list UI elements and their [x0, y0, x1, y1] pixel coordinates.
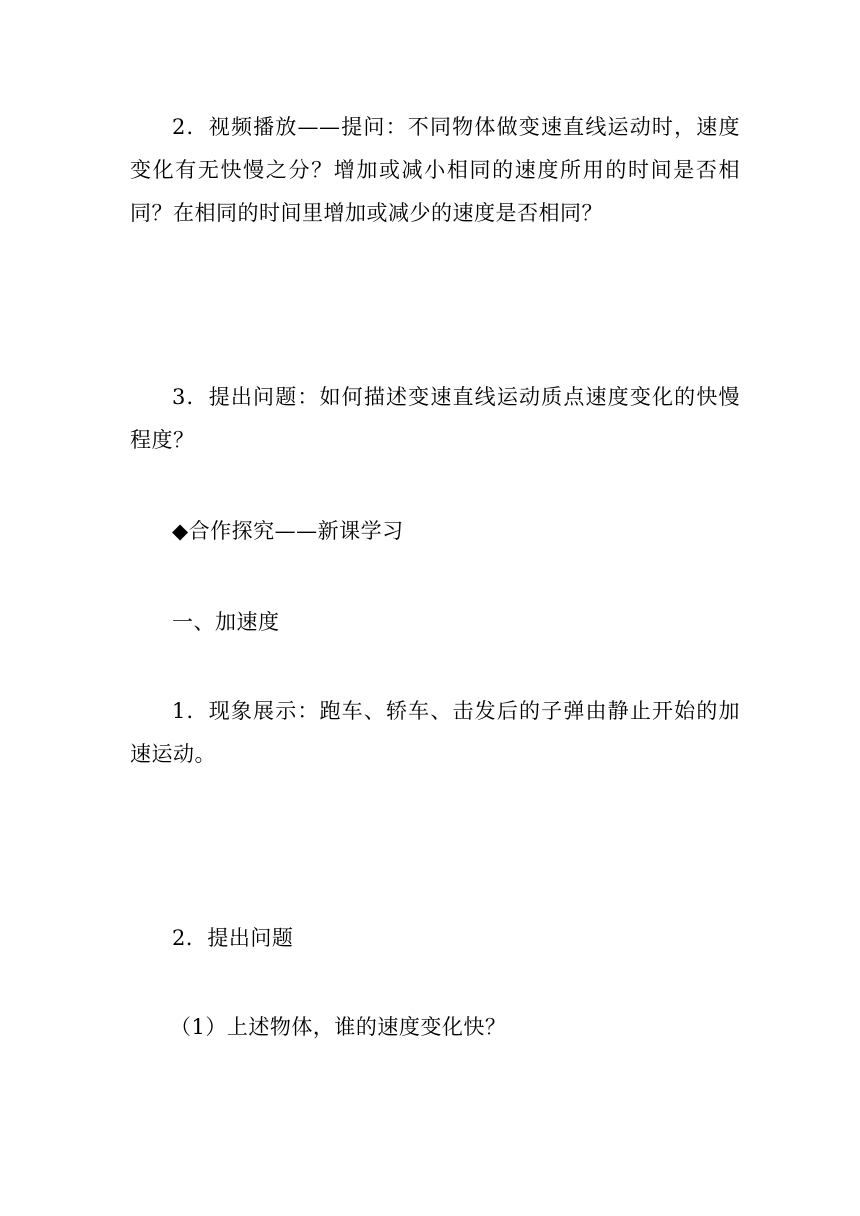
section-heading-cooperative-inquiry: ◆合作探究——新课学习	[172, 519, 404, 543]
paragraph-phenomenon-display: 1．现象展示：跑车、轿车、击发后的子弹由静止开始的加速运动。	[130, 699, 740, 766]
paragraph-raise-question: 3．提出问题：如何描述变速直线运动质点速度变化的快慢程度？	[130, 385, 740, 452]
paragraph-sub-question-1: （1）上述物体，谁的速度变化快？	[170, 1015, 507, 1039]
paragraph-video-question: 2．视频播放——提问：不同物体做变速直线运动时，速度变化有无快慢之分？增加或减小相同的速度所用的时间是否相同？在相同的时间里增加或减少的速度是否相同？	[130, 115, 740, 225]
section-heading-acceleration: 一、加速度	[172, 610, 280, 634]
paragraph-raise-problem-heading: 2．提出问题	[172, 926, 294, 950]
